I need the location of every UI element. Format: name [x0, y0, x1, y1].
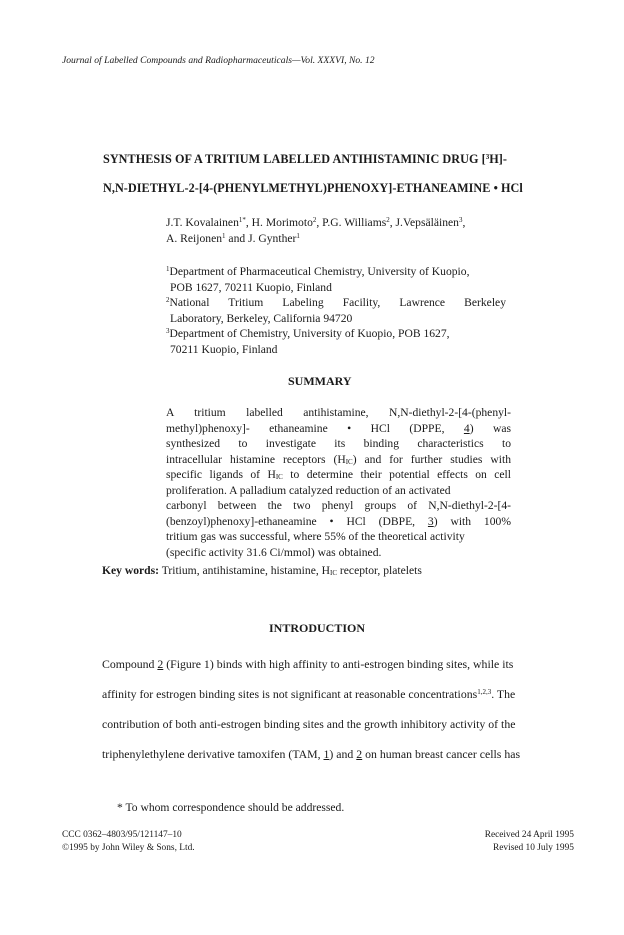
summary-line: (specific activity 31.6 Ci/mmol) was obtained. — [166, 545, 382, 559]
affiliation-1-cont: POB 1627, 70211 Kuopio, Finland — [170, 280, 332, 294]
paper-title-line-2: N,N-DIETHYL-2-[4-(PHENYLMETHYL)PHENOXY]-ETHANEAMINE • HCl — [103, 181, 523, 195]
summary-line: specific ligands of $H_{IC}$ to determine their potential effects on cell — [166, 468, 512, 481]
summary-line: intracellular histamine receptors $(H_{IC})$ and for further studies with — [166, 452, 511, 466]
revised-date: Revised 10 July 1995 — [493, 843, 574, 853]
summary-line: (benzoyl)phenoxy]-ethaneamine • HCl (DBPE, 3) with 100% — [166, 514, 511, 528]
body-line: triphenylethylene derivative tamoxifen (TAM, 1) and 2 on human breast cancer cells has — [102, 747, 521, 761]
body-line: affinity for estrogen binding sites is not significant at reasonable concentrations$^{1,2,3}$. The — [102, 687, 516, 701]
summary-text — [166, 405, 511, 560]
introduction-heading: INTRODUCTION — [269, 621, 366, 635]
paper-title-line-1: SYNTHESIS OF A TRITIUM LABELLED ANTIHISTAMINIC DRUG [$^3$H]- — [103, 152, 508, 166]
summary-line: carbonyl between the two phenyl groups of N,N-diethyl-2-[4- — [166, 499, 511, 512]
keywords-label: Key words: — [102, 564, 159, 577]
author-list: J.T. Kovalainen$^{1*}$, H. Morimoto$^2$, P.G. Williams$^2$, J.Vepsäläinen$^3$, A. Reijonen$^1$ and J. Gynther$^1$ — [166, 216, 466, 245]
summary-line: proliferation. A palladium catalyzed reduction of an activated — [166, 483, 451, 497]
summary-line: synthesized to investigate its binding characteristics to — [166, 437, 511, 450]
ccc-code: CCC 0362–4803/95/121147–10 — [62, 830, 182, 840]
body-line: contribution of both anti-estrogen binding sites and the growth inhibitory activity of the — [102, 717, 516, 731]
body-line: Compound 2 (Figure 1) binds with high affinity to anti-estrogen binding sites, while its — [102, 657, 514, 671]
affiliation-3-cont: 70211 Kuopio, Finland — [170, 342, 278, 356]
summary-heading: SUMMARY — [288, 374, 352, 388]
journal-header: Journal of Labelled Compounds and Radiopharmaceuticals—Vol. XXXVI, No. 12 — [62, 55, 375, 66]
received-date: Received 24 April 1995 — [484, 830, 574, 840]
affiliation-1: $^1$Department of Pharmaceutical Chemistry, University of Kuopio, — [166, 265, 470, 278]
affiliation-2-cont: Laboratory, Berkeley, California 94720 — [170, 311, 353, 325]
correspondence-footnote: * To whom correspondence should be addressed. — [117, 801, 345, 814]
summary-line: tritium gas was successful, where 55% of the theoretical activity — [166, 530, 465, 543]
summary-line: methyl)phenoxy]- ethaneamine • HCl (DPPE, 4) was — [166, 421, 511, 435]
affiliations — [166, 264, 506, 357]
copyright-line: ©1995 by John Wiley & Sons, Ltd. — [62, 843, 195, 853]
keywords: Key words: Tritium, antihistamine, histamine, $H_{IC}$ receptor, platelets — [102, 564, 422, 577]
summary-line: A tritium labelled antihistamine, N,N-diethyl-2-[4-(phenyl- — [166, 406, 511, 419]
affiliation-3: $^3$Department of Chemistry, University of Kuopio, POB 1627, — [166, 327, 450, 340]
affiliation-2: $^2$National Tritium Labeling Facility, Lawrence Berkeley — [166, 296, 506, 309]
